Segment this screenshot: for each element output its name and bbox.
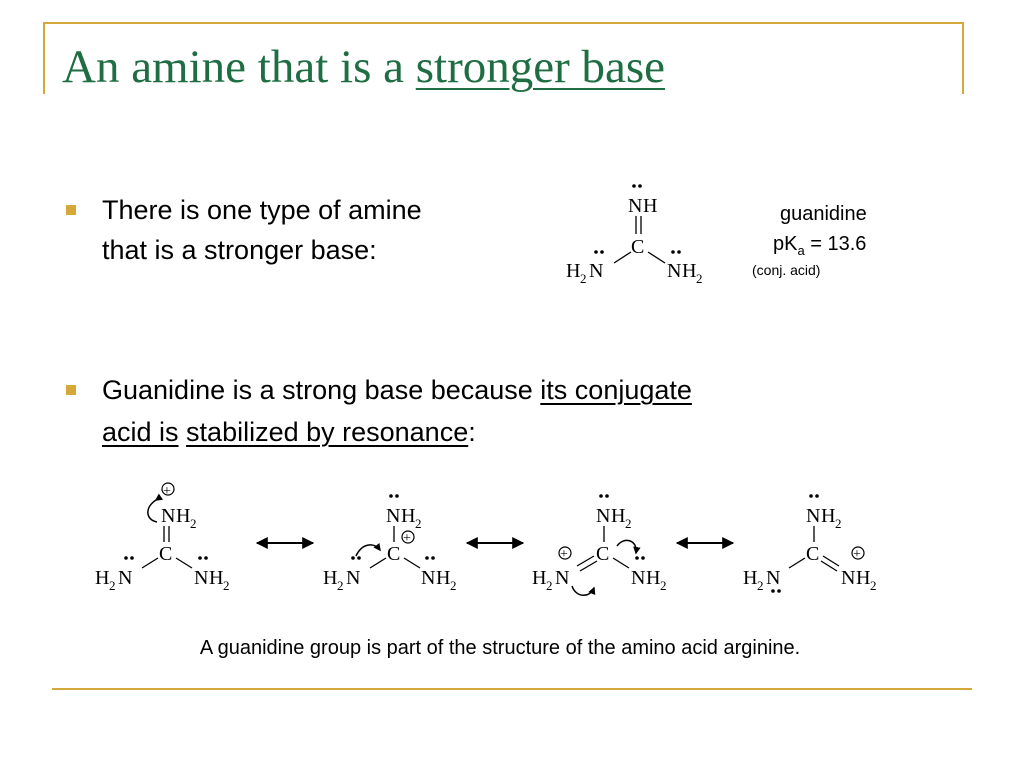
- atom-h: H: [176, 505, 191, 527]
- atom-n-top: N: [161, 505, 176, 527]
- atom-c-center: C: [806, 543, 820, 565]
- atom-h: H: [436, 567, 451, 589]
- lone-pair-dot: [815, 494, 819, 498]
- lone-pair-dot: [641, 556, 645, 560]
- subscript-2: 2: [190, 516, 197, 531]
- lone-pair-dot: [594, 250, 598, 254]
- subscript-2: 2: [660, 578, 667, 593]
- bond-line: [648, 252, 665, 263]
- bond-line: [176, 558, 192, 568]
- atom-n-right: N: [841, 567, 856, 589]
- bullet2-underlined-2: acid is: [102, 417, 179, 447]
- subscript-2: 2: [696, 271, 703, 286]
- bullet2-plain: Guanidine is a strong base because: [102, 375, 541, 405]
- subscript-2: 2: [109, 578, 116, 593]
- resonance-structure-2: [323, 494, 457, 593]
- subscript-2: 2: [835, 516, 842, 531]
- lone-pair-dot: [677, 250, 681, 254]
- curved-arrow: [617, 540, 636, 553]
- atom-c-center: C: [159, 543, 173, 565]
- atom-h: H: [743, 567, 758, 589]
- lone-pair-dot: [632, 184, 636, 188]
- title-prefix: An amine that is a: [62, 41, 416, 93]
- plus-sign: +: [560, 547, 568, 562]
- atom-n-left: N: [589, 260, 604, 282]
- subscript-2: 2: [223, 578, 230, 593]
- subscript-2: 2: [415, 516, 422, 531]
- bond-line: [370, 558, 386, 568]
- lone-pair-dot: [425, 556, 429, 560]
- atom-h: H: [209, 567, 224, 589]
- resonance-structure-3: [532, 494, 667, 595]
- lone-pair-dot: [599, 494, 603, 498]
- bullet2-underlined-1: its conjugate: [540, 375, 692, 405]
- subscript-2: 2: [580, 271, 587, 286]
- atom-h: H: [682, 260, 697, 282]
- bond-line: [142, 558, 158, 568]
- atom-c-center: C: [387, 543, 401, 565]
- lone-pair-dot: [431, 556, 435, 560]
- lone-pair-dot: [635, 556, 639, 560]
- bullet1-line1: There is one type of amine: [102, 195, 422, 225]
- lone-pair-dot: [198, 556, 202, 560]
- atom-n-left: N: [555, 567, 570, 589]
- conj-acid-note: (conj. acid): [752, 262, 821, 278]
- atom-c-center: C: [596, 543, 610, 565]
- lone-pair-dot: [130, 556, 134, 560]
- atom-n-left: N: [346, 567, 361, 589]
- lone-pair-dot: [771, 589, 775, 593]
- bond-line: [613, 558, 629, 568]
- footer-rule: [52, 688, 972, 690]
- atom-h: H: [856, 567, 871, 589]
- subscript-2: 2: [757, 578, 764, 593]
- guanidine-label: guanidine: [780, 203, 867, 225]
- caption: A guanidine group is part of the structure of the amino acid arginine.: [199, 637, 801, 659]
- plus-sign: +: [853, 547, 861, 562]
- atom-n-right: N: [421, 567, 436, 589]
- pka-subscript: a: [797, 243, 805, 258]
- atom-h: H: [323, 567, 338, 589]
- lone-pair-dot: [204, 556, 208, 560]
- atom-n-top: N: [596, 505, 611, 527]
- atom-h: H: [95, 567, 110, 589]
- atom-h: H: [566, 260, 581, 282]
- subscript-2: 2: [546, 578, 553, 593]
- atom-h: H: [646, 567, 661, 589]
- atom-n-left: N: [118, 567, 133, 589]
- pka-number: = 13.6: [804, 233, 867, 255]
- bond-line: [404, 558, 420, 568]
- lone-pair-dot: [638, 184, 642, 188]
- lone-pair-dot: [351, 556, 355, 560]
- atom-h: H: [532, 567, 547, 589]
- lone-pair-dot: [809, 494, 813, 498]
- atom-h-top: H: [643, 195, 658, 217]
- resonance-structure-1: [95, 483, 230, 593]
- bond-line: [614, 252, 631, 263]
- lone-pair-dot: [389, 494, 393, 498]
- subscript-2: 2: [337, 578, 344, 593]
- atom-n-top: N: [628, 195, 643, 217]
- lone-pair-dot: [357, 556, 361, 560]
- bullet1-line2: that is a stronger base:: [102, 235, 377, 265]
- resonance-structure-4: [743, 494, 877, 593]
- atom-n-right: N: [194, 567, 209, 589]
- atom-n-left: N: [766, 567, 781, 589]
- atom-n-top: N: [806, 505, 821, 527]
- lone-pair-dot: [671, 250, 675, 254]
- bullet2-underlined-3: stabilized by resonance: [186, 417, 469, 447]
- plus-sign: +: [403, 531, 411, 546]
- atom-c-center: C: [631, 236, 645, 258]
- atom-h: H: [611, 505, 626, 527]
- atom-h: H: [821, 505, 836, 527]
- atom-n-right: N: [667, 260, 682, 282]
- curved-arrow: [356, 545, 380, 556]
- atom-n-top: N: [386, 505, 401, 527]
- subscript-2: 2: [870, 578, 877, 593]
- atom-h: H: [401, 505, 416, 527]
- curved-arrow: [572, 586, 594, 595]
- curved-arrow: [148, 500, 157, 522]
- title-emphasis: stronger base: [415, 41, 665, 93]
- lone-pair-dot: [605, 494, 609, 498]
- bullet2-colon: :: [468, 417, 476, 447]
- lone-pair-dot: [600, 250, 604, 254]
- lone-pair-dot: [777, 589, 781, 593]
- pka-prefix: pK: [773, 233, 798, 255]
- subscript-2: 2: [450, 578, 457, 593]
- bond-line: [789, 558, 805, 568]
- lone-pair-dot: [124, 556, 128, 560]
- subscript-2: 2: [625, 516, 632, 531]
- atom-n-right: N: [631, 567, 646, 589]
- lone-pair-dot: [395, 494, 399, 498]
- guanidine-structure: [566, 184, 703, 286]
- plus-sign: +: [163, 484, 171, 499]
